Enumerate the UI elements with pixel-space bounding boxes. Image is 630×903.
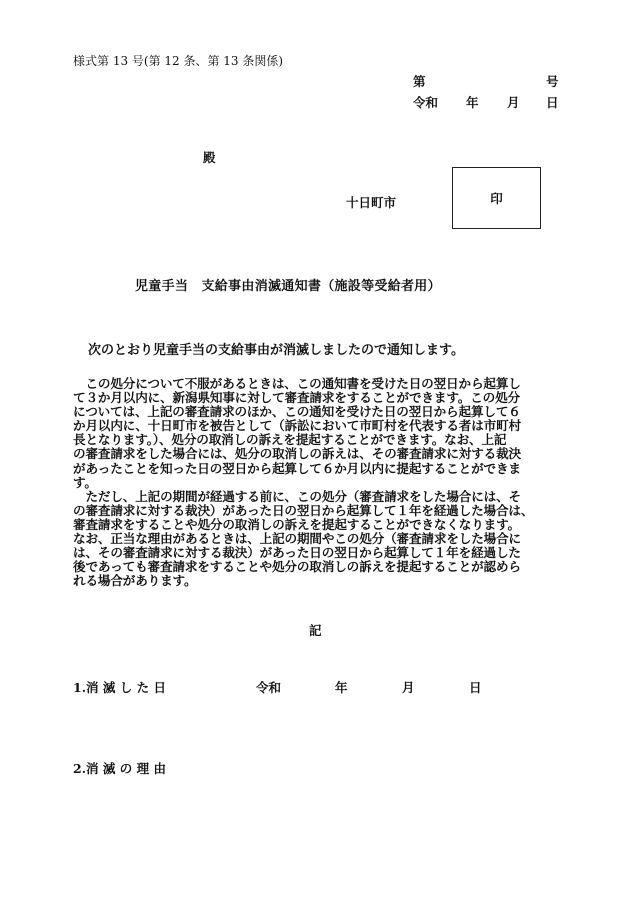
body-line: ただし、上記の期間が経過する前に、この処分（審査請求をした場合には、そ: [73, 488, 521, 504]
item1-era: 令和: [256, 680, 282, 695]
seal-box: [452, 167, 541, 229]
document-number-suffix: 号: [546, 74, 559, 89]
intro-text: 次のとおり児童手当の支給事由が消滅しましたので通知します。: [88, 343, 464, 358]
body-line: か月以内に、十日町市を被告として（訴訟において市町村を代表する者は市町村: [73, 418, 521, 434]
body-line: があったことを知った日の翌日から起算して６か月以内に提起することができま: [73, 460, 521, 476]
body-line: この処分について不服があるときは、この通知書を受けた日の翌日から起算し: [73, 376, 521, 391]
date-day: 日: [546, 95, 559, 110]
body-line: 後であっても審査請求をすることや処分の取消しの訴えを提起することが認めら: [73, 559, 521, 575]
item1-label: 1.消 滅 し た 日: [73, 680, 166, 695]
issuer-name: 十日町市: [346, 195, 397, 210]
body-line: は、その審査請求に対する裁決）があった日の翌日から起算して１年を経過した: [73, 545, 521, 561]
body-line: す。: [73, 474, 97, 490]
appeal-notice-body: [73, 377, 563, 588]
seal-label: 印: [490, 191, 503, 206]
body-line: なお、正当な理由があるときは、上記の期間やこの処分（審査請求をした場合に: [73, 531, 521, 547]
body-line: の審査請求に対する裁決）があった日の翌日から起算して１年を経過した場合は、: [73, 502, 534, 518]
body-line: の審査請求をした場合には、処分の取消しの訴えは、その審査請求に対する裁決: [73, 446, 521, 462]
date-year: 年: [466, 95, 479, 110]
document-number-prefix: 第: [413, 74, 426, 89]
body-line: て３か月以内に、新潟県知事に対して審査請求をすることができます。この処分: [73, 390, 520, 406]
body-line: 長となります。）、処分の取消しの訴えを提起することができます。なお、上記: [73, 432, 507, 448]
ki-marker: 記: [309, 623, 322, 638]
body-line: れる場合があります。: [73, 573, 197, 589]
document-title: 児童手当 支給事由消滅通知書（施設等受給者用）: [135, 279, 441, 294]
item1-year: 年: [335, 680, 348, 695]
date-era: 令和: [413, 95, 439, 110]
item1-month: 月: [402, 680, 415, 695]
body-line: については、上記の審査請求のほか、この通知を受けた日の翌日から起算して６: [73, 404, 521, 420]
form-number: 様式第 13 号(第 12 条、第 13 条関係): [73, 54, 284, 68]
item1-day: 日: [469, 680, 482, 695]
addressee-honorific: 殿: [203, 150, 216, 165]
body-line: 審査請求をすることや処分の取消しの訴えを提起することができなくなります。: [73, 516, 520, 532]
date-month: 月: [507, 95, 520, 110]
item2-label: 2.消 滅 の 理 由: [73, 761, 166, 776]
